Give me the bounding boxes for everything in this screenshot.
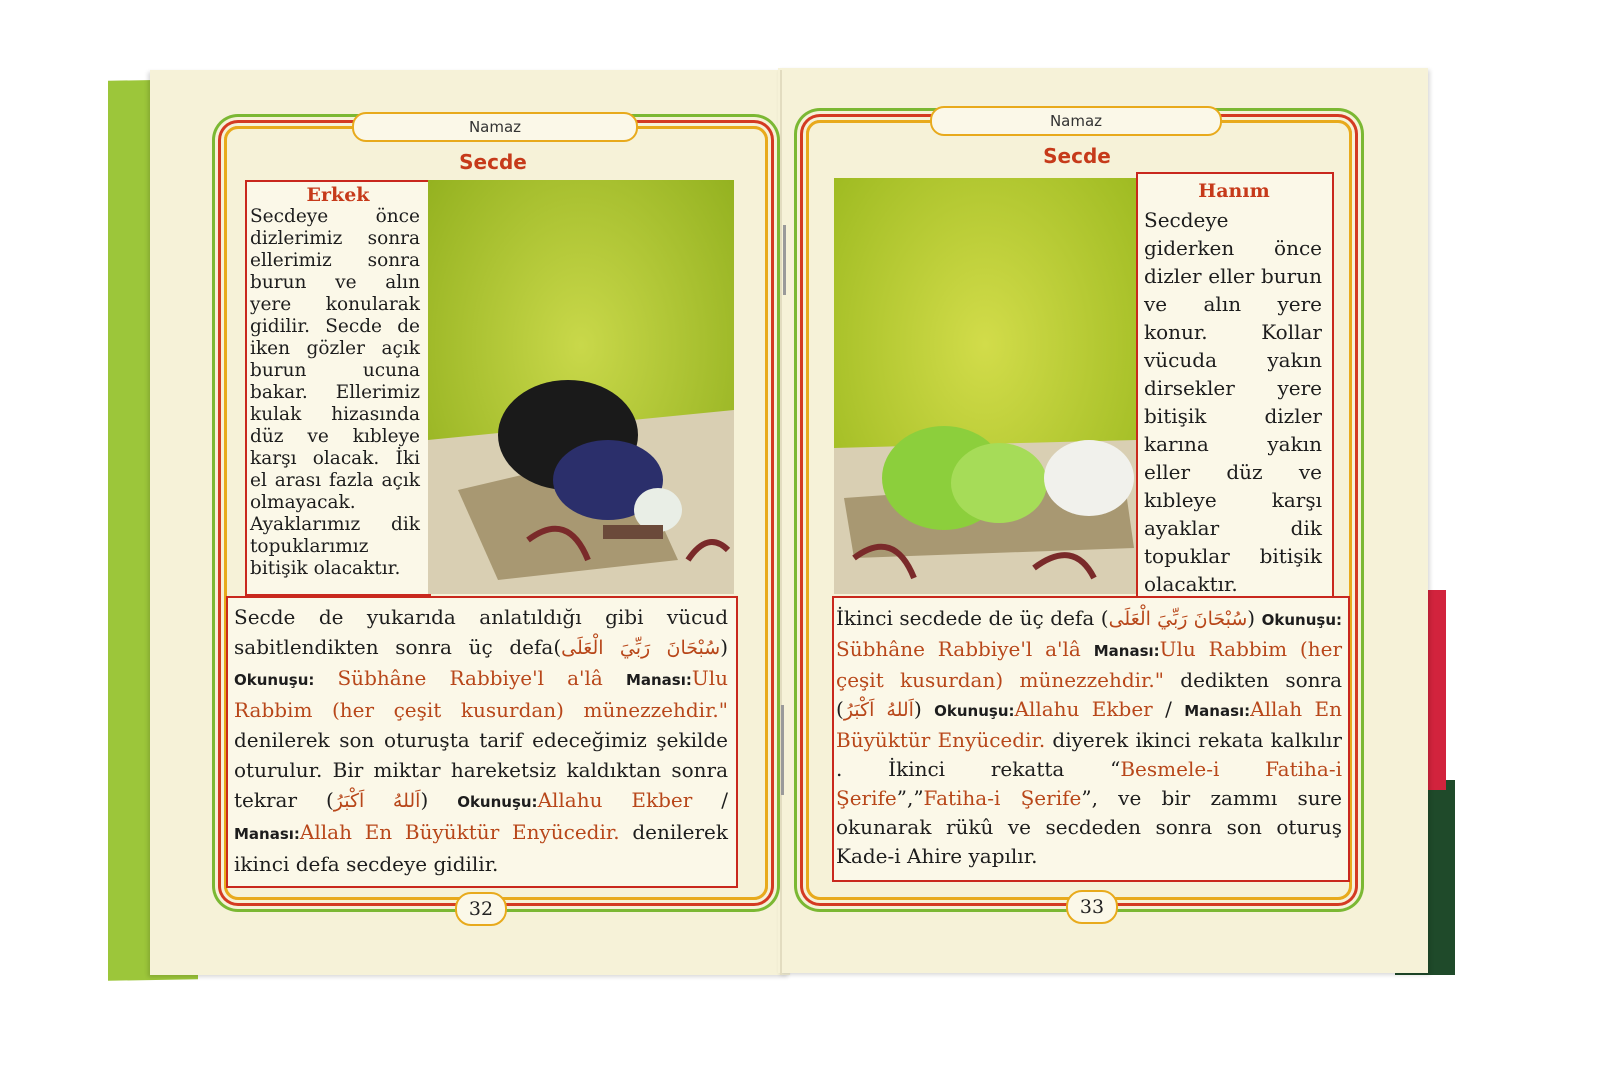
left-okunusu2-label: Okunuşu: xyxy=(457,793,538,811)
left-okunusu-label: Okunuşu: xyxy=(234,671,315,689)
right-body-p1: İkinci secdede de üç defa ( xyxy=(836,606,1109,630)
right-manasi2-text: Allah En Büyüktür Enyücedir. xyxy=(836,697,1343,752)
right-body-p4: ”, ve bir zammı sure okunarak rükû ve secdeden sonra son oturuş Kade-i Ahire yapılır. xyxy=(836,786,1343,868)
left-arabic1: سُبْحَانَ رَبِّيَ الْعَلَى xyxy=(561,637,721,659)
left-photo xyxy=(428,180,734,594)
spine xyxy=(780,70,782,975)
right-okunusu2-text: Allahu Ekber xyxy=(1014,697,1153,721)
staple-bottom xyxy=(781,705,784,795)
left-close2: ) xyxy=(420,788,429,812)
left-body-p3: denilerek ikinci defa secdeye gidilir. xyxy=(234,820,728,876)
woman-prostrating-photo xyxy=(834,178,1136,594)
right-okunusu-label: Okunuşu: xyxy=(1261,611,1343,629)
right-arabic2: اَللهُ اَكْبَرُ xyxy=(843,699,914,721)
left-sep: / xyxy=(721,788,728,812)
right-body-p2: dedikten sonra ( xyxy=(836,668,1342,721)
left-manasi-label: Manası: xyxy=(625,671,692,689)
right-close2: ) xyxy=(913,697,922,721)
right-sure2: Fatiha-i Şerife xyxy=(923,786,1082,810)
right-okunusu2-label: Okunuşu: xyxy=(934,702,1015,720)
right-arabic1: سُبْحَانَ رَبِّيَ الْعَلَى xyxy=(1108,608,1248,630)
right-body-p3: diyerek ikinci rekata kalkılır . İkinci rekatta “ xyxy=(836,728,1342,781)
right-manasi-label: Manası: xyxy=(1093,642,1160,660)
left-header: Namaz xyxy=(352,112,638,142)
right-sidebar-text: Secdeye giderken önce dizler eller burun ve alın yere konur. Kollar vücuda yakın dirsekler yere bitişik dizler karına yakın eller düz ve kıbleye karşı ayaklar dik topuklar bitişik olacaktır. xyxy=(1144,208,1322,596)
left-sidebar-text: Secdeye önce dizlerimiz sonra ellerimiz sonra burun ve alın yere konularak gidilir. Secde de iken gözler açık burun ucuna bakar. Ellerimiz kulak hizasında düz ve kıbleye karşı olacak. İki el arası fazla açık olmayacak. Ayaklarımız dik topuklarımız bitişik olacaktır. xyxy=(250,206,420,579)
left-okunusu-text: Sübhâne Rabbiye'l a'lâ xyxy=(337,666,603,690)
right-mid: ”,” xyxy=(896,786,924,810)
left-page-number: 32 xyxy=(455,892,507,926)
left-body xyxy=(234,602,728,879)
right-manasi2-label: Manası: xyxy=(1184,702,1251,720)
right-sep: / xyxy=(1165,697,1172,721)
right-sidebar-heading: Hanım xyxy=(1198,180,1270,202)
left-manasi2-label: Manası: xyxy=(234,825,300,843)
right-title: Secde xyxy=(1043,144,1111,168)
left-okunusu2-text: Allahu Ekber xyxy=(537,788,693,812)
left-manasi-text: Ulu Rabbim (her çeşit kusurdan) münezzehdir." xyxy=(234,666,728,722)
right-header: Namaz xyxy=(930,106,1222,136)
man-prostrating-photo xyxy=(428,180,734,594)
left-arabic2: اَللهُ اَكْبَرُ xyxy=(333,790,421,812)
right-okunusu-text: Sübhâne Rabbiye'l a'lâ xyxy=(836,637,1081,661)
staple-top xyxy=(783,225,786,295)
right-page-number: 33 xyxy=(1066,890,1118,924)
right-manasi-text: Ulu Rabbim (her çeşit kusurdan) münezzehdir." xyxy=(836,637,1343,692)
left-body-p2: denilerek son oturuşta tarif edeceğimiz şekilde oturulur. Bir miktar hareketsiz kaldıktan sonra tekrar ( xyxy=(234,728,728,812)
left-title: Secde xyxy=(459,150,527,174)
left-close1: ) xyxy=(720,635,728,659)
left-body-p1: Secde de yukarıda anlatıldığı gibi vücud sabitlendikten sonra üç defa( xyxy=(234,605,728,659)
left-sidebar-heading: Erkek xyxy=(306,184,370,206)
right-body xyxy=(836,604,1342,871)
right-sure1: Besmele-i Fatiha-i Şerife xyxy=(836,757,1342,810)
left-manasi2-text: Allah En Büyüktür Enyücedir. xyxy=(299,820,620,844)
right-photo xyxy=(834,178,1136,594)
right-close1: ) xyxy=(1247,606,1256,630)
